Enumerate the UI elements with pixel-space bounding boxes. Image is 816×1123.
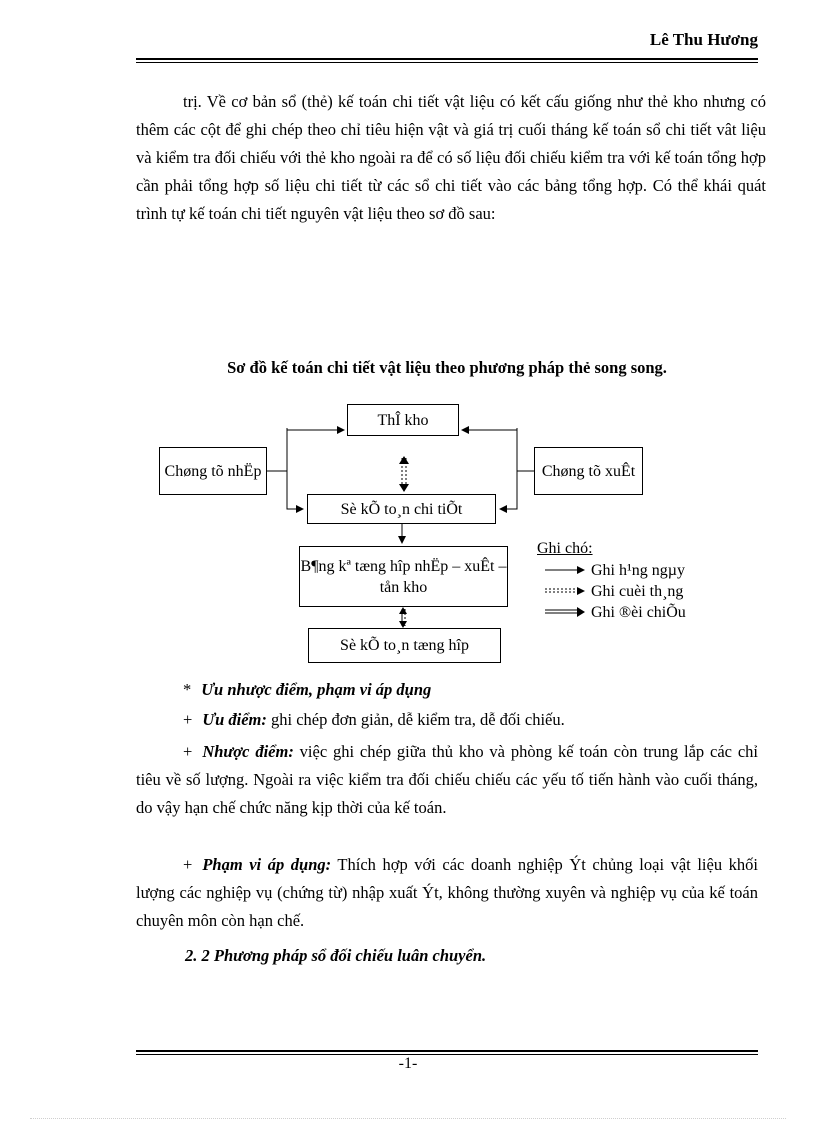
box-so-ke-toan-chi-tiet: Sè kÕ to¸n chi tiÕt <box>307 494 496 524</box>
solid-arrow-icon <box>545 565 585 575</box>
connector-nhap <box>267 428 287 471</box>
bullet-star: * <box>183 680 192 699</box>
box-chung-tu-xuat: Chøng tõ xuÊt <box>534 447 643 495</box>
connector-xuat <box>517 428 534 471</box>
uu-nhuoc-heading <box>183 676 805 704</box>
page-number: -1- <box>398 1055 418 1072</box>
uu-nhuoc-heading-text: Ưu nhược điểm, phạm vi áp dụng <box>201 680 432 699</box>
nhuoc-diem-label: Nhược điểm: <box>202 742 294 761</box>
arrow-xuat-to-so-ct <box>500 471 517 509</box>
diagram-legend <box>537 538 686 623</box>
page-edge <box>30 1118 786 1119</box>
arrow-nhap-to-so-ct <box>287 471 303 509</box>
uu-diem-line <box>183 706 805 734</box>
legend-item-reconcile <box>537 602 686 623</box>
legend-item-label: Ghi ®èi chiÕu <box>591 604 686 621</box>
legend-item-daily <box>537 560 686 581</box>
legend-item-label: Ghi cuèi th¸ng <box>591 583 684 600</box>
uu-diem-text: ghi chép đơn giản, dễ kiểm tra, dễ đối chiếu. <box>266 710 565 729</box>
uu-diem-label: Ưu điểm: <box>202 710 267 729</box>
box-bang-ke-tong-hop: B¶ng kª tæng hîp nhËp – xuÊt – tån kho <box>299 546 508 607</box>
legend-title: Ghi chó: <box>537 540 593 557</box>
box-so-ke-toan-tong-hop: Sè kÕ to¸n tæng hîp <box>308 628 501 663</box>
legend-item-monthly <box>537 581 686 602</box>
nhuoc-diem-paragraph <box>136 738 758 822</box>
pham-vi-paragraph <box>136 851 758 935</box>
box-chung-tu-nhap: Chøng tõ nhËp <box>159 447 267 495</box>
nhuoc-diem-text: việc ghi chép giữa thủ kho và phòng kế toán còn trung lắp các chỉ tiêu về số lượng. Ngoài ra việc kiểm tra đối chiếu chiếu các yếu tố tiến hành vào cuối tháng, do vậy hạn chế chức năng kịp thời của kế toán. <box>136 742 758 817</box>
legend-item-label: Ghi h¹ng ngµy <box>591 562 686 579</box>
intro-paragraph: trị. Về cơ bản sổ (thẻ) kế toán chi tiết vật liệu có kết cấu giống như thẻ kho nhưng có thêm các cột để ghi chép theo chỉ tiêu hiện vật và giá trị cuối tháng kế toán sổ chi tiết vât liệu và kiểm tra đối chiếu với thẻ kho ngoài ra để có số liệu đối chiếu kiểm tra với kế toán tổng hợp cần phải tổng hợp số liệu chi tiết từ các sổ chi tiết vào các bảng tổng hợp. Có thể khái quát trình tự kế toán chi tiết nguyên vật liệu theo sơ đồ sau: <box>136 92 766 223</box>
header-author: Lê Thu Hương <box>649 30 758 49</box>
pham-vi-text: Thích hợp với các doanh nghiệp Ýt chủng loại vật liệu khối lượng các nghiệp vụ (chứng từ) nhập xuất Ýt, không thường xuyên và nghiệp vụ của kế toán chuyên môn còn hạn chế. <box>136 855 758 930</box>
diagram-title: Sơ đồ kế toán chi tiết vật liệu theo phương pháp thẻ song song. <box>227 358 667 377</box>
bullet-plus: + <box>183 710 193 729</box>
dotted-arrow-icon <box>545 586 585 596</box>
double-arrow-icon <box>545 607 585 617</box>
bullet-plus: + <box>183 742 193 761</box>
box-the-kho: ThÎ kho <box>347 404 459 436</box>
section-heading: 2. 2 Phương pháp sổ đối chiếu luân chuyển. <box>185 946 487 965</box>
pham-vi-label: Phạm vi áp dụng: <box>202 855 332 874</box>
bullet-plus: + <box>183 855 193 874</box>
